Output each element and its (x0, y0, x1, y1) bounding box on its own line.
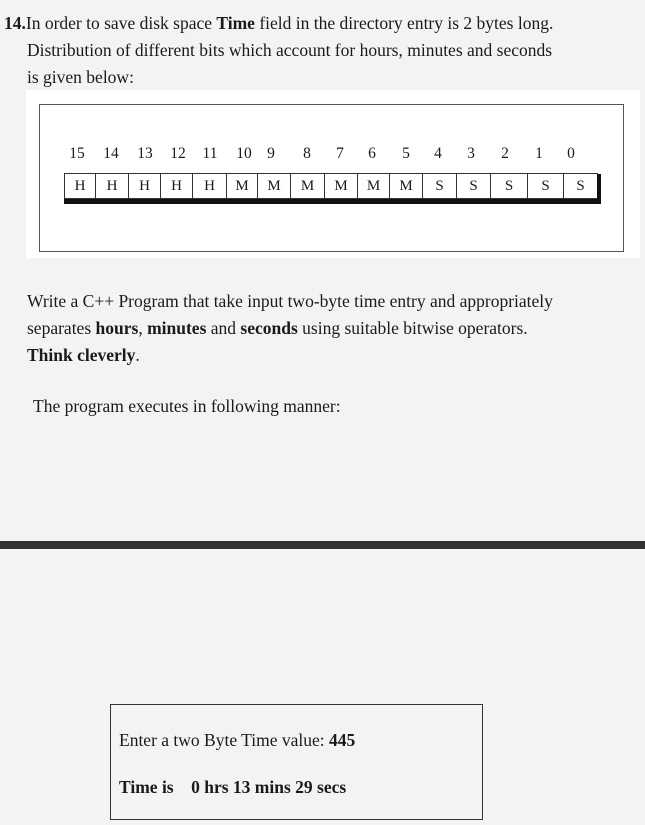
bit-cell: M (290, 173, 324, 199)
bit-number: 14 (103, 145, 119, 162)
bit-cell: S (490, 173, 527, 199)
instruction-line-2b: using suitable bitwise operators. (297, 318, 528, 338)
question-line-1: In order to save disk space (25, 13, 217, 33)
question-line-3: is given below: (27, 67, 134, 87)
prompt-line (119, 730, 355, 751)
bit-number: 11 (202, 145, 218, 162)
question-line-2: Distribution of different bits which account for hours, minutes and seconds (27, 40, 553, 60)
bit-cell: H (160, 173, 192, 199)
bit-number: 1 (535, 145, 543, 162)
bit-cell: S (563, 173, 597, 199)
period: . (135, 345, 140, 365)
bit-number: 0 (567, 145, 575, 162)
result-label: Time is (119, 777, 174, 797)
result-value: 0 hrs 13 mins 29 secs (191, 777, 347, 797)
bit-number: 7 (336, 145, 344, 162)
bit-number: 3 (467, 145, 475, 162)
bit-cell: H (128, 173, 160, 199)
bit-number: 6 (368, 145, 376, 162)
prompt-text: Enter a two Byte Time value: (119, 730, 329, 750)
bit-number: 9 (267, 145, 275, 162)
bit-cell: H (95, 173, 128, 199)
bit-cell: H (192, 173, 226, 199)
bit-cell: M (357, 173, 389, 199)
minutes-keyword: minutes (147, 318, 207, 338)
instruction-line-1: Write a C++ Program that take input two-byte time entry and appropriately (27, 291, 553, 311)
bit-number: 2 (501, 145, 509, 162)
bit-number: 15 (69, 145, 85, 162)
bit-cell: M (389, 173, 422, 199)
bit-number: 13 (137, 145, 153, 162)
seconds-keyword: seconds (240, 318, 298, 338)
sample-output-box (110, 704, 483, 820)
instruction-paragraph (27, 288, 639, 369)
result-line (119, 777, 346, 798)
bit-number: 5 (402, 145, 410, 162)
think-cleverly: Think cleverly (27, 345, 136, 365)
execution-note: The program executes in following manner: (33, 396, 341, 416)
instruction-line-2a: separates (27, 318, 96, 338)
question-number: 14. (4, 13, 26, 33)
question-line-1-rest: field in the directory entry is 2 bytes long. (254, 13, 554, 33)
bit-number: 4 (434, 145, 442, 162)
question-text (4, 10, 640, 91)
time-keyword: Time (216, 13, 255, 33)
bit-cell: H (64, 173, 95, 199)
bit-cell: M (226, 173, 257, 199)
bit-number: 8 (303, 145, 311, 162)
and-word: and (206, 318, 241, 338)
hours-keyword: hours (95, 318, 139, 338)
bit-row-shadow-bottom (64, 199, 601, 204)
bit-cell: S (422, 173, 456, 199)
section-divider (0, 541, 645, 549)
bit-cell: S (456, 173, 490, 199)
bit-number: 10 (236, 145, 252, 162)
bit-number: 12 (170, 145, 186, 162)
bit-cell: M (257, 173, 290, 199)
bit-cell: M (324, 173, 357, 199)
comma: , (138, 318, 148, 338)
input-value: 445 (328, 730, 356, 750)
bit-cell: S (527, 173, 563, 199)
